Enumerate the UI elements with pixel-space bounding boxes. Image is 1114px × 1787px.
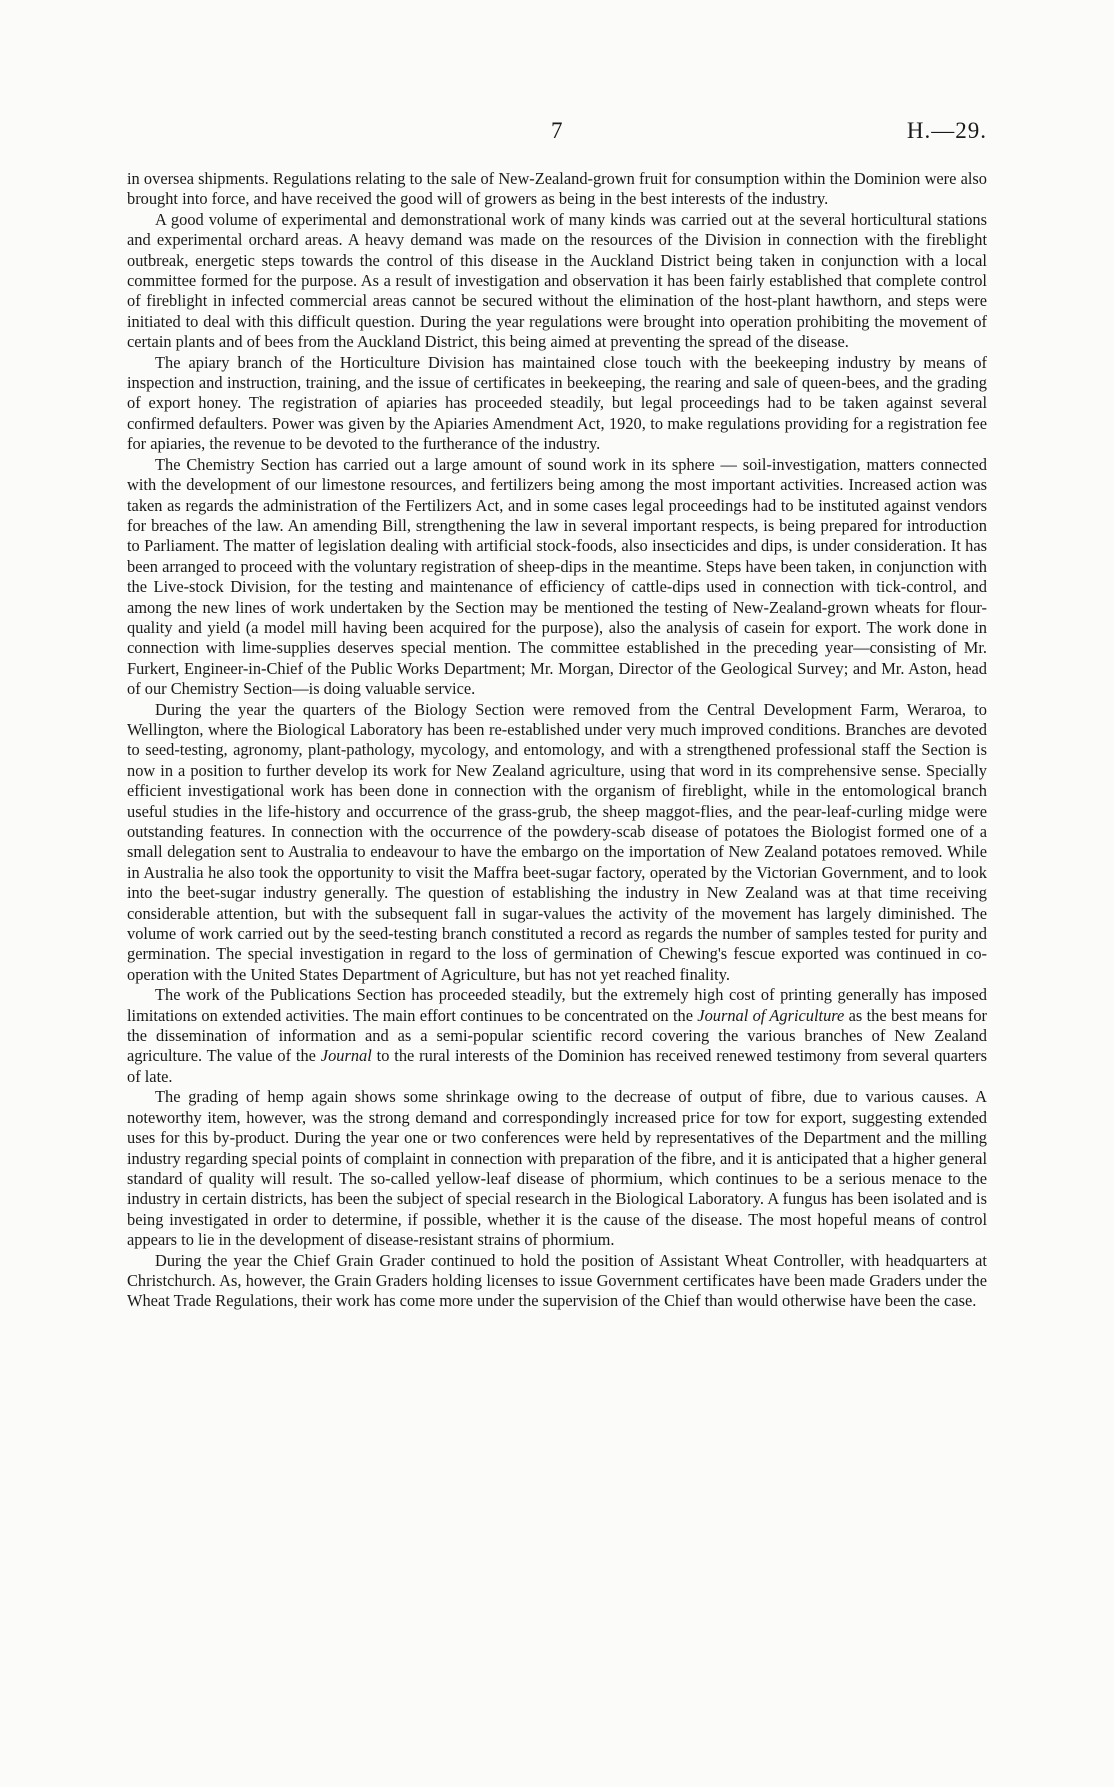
paragraph-hemp-grading: The grading of hemp again shows some shrinkage owing to the decrease of output of fibre, due to various causes. A noteworthy item, however, was the strong demand and correspondingly increased price for tow for export, suggesting extended uses for this by-product. During the year one or two conferences were held by representatives of the Department and the milling industry regarding special points of complaint in connection with preparation of the fibre, and it is anticipated that a higher general standard of quality will result. The so-called yellow-leaf disease of phormium, which continues to be a serious menace to the industry in certain districts, has been the subject of special research in the Biological Laboratory. A fungus has been isolated and is being investigated in order to determine, if possible, whether it is the cause of the disease. The most hopeful means of control appears to lie in the development of disease-resistant strains of phormium. (127, 1087, 987, 1250)
publications-text-2: as the best means for the dissemination of information and as a semi-popular scientific record covering the various branches of New Zealand agriculture. The value of the (127, 1005, 987, 1066)
paragraph-publications-section (127, 985, 987, 1087)
document-reference: H.—29. (906, 118, 987, 143)
paragraph-chemistry-section: The Chemistry Section has carried out a large amount of sound work in its sphere — soil-investigation, matters connected with the development of our limestone resources, and fertilizers being among the most important activities. Increased action was taken as regards the administration of the Fertilizers Act, and in some cases legal proceedings had to be instituted against vendors for breaches of the law. An amending Bill, strengthening the law in several important respects, is being prepared for introduction to Parliament. The matter of legislation dealing with artificial stock-foods, also insecticides and dips, is under consideration. It has been arranged to proceed with the voluntary registration of sheep-dips in the meantime. Steps have been taken, in conjunction with the Live-stock Division, for the testing and maintenance of efficiency of cattle-dips used in connection with tick-control, and among the new lines of work undertaken by the Section may be mentioned the testing of New-Zealand-grown wheats for flour-quality and yield (a model mill having been acquired for the purpose), also the analysis of casein for export. The work done in connection with lime-supplies deserves special mention. The committee established in the preceding year—consisting of Mr. Furkert, Engineer-in-Chief of the Public Works Department; Mr. Morgan, Director of the Geological Survey; and Mr. Aston, head of our Chemistry Section—is doing valuable service. (127, 454, 987, 699)
publications-text-3: to the rural interests of the Dominion has received renewed testimony from several quarters of late. (127, 1046, 988, 1086)
paragraph-experimental-work: A good volume of experimental and demonstrational work of many kinds was carried out at the several horticultural stations and experimental orchard areas. A heavy demand was made on the resources of the Division in connection with the fireblight outbreak, energetic steps towards the control of this disease in the Auckland District being taken in conjunction with a local committee formed for the purpose. As a result of investigation and observation it has been fairly established that complete control of fireblight in infected commercial areas cannot be secured without the elimination of the host-plant hawthorn, and steps were initiated to deal with this difficult question. During the year regulations were brought into operation prohibiting the movement of certain plants and of bees from the Auckland District, this being aimed at preventing the spread of the disease. (127, 209, 987, 352)
page-number: 7 (551, 118, 563, 143)
journal-title: Journal of Agriculture (697, 1005, 845, 1025)
paragraph-grain-grader: During the year the Chief Grain Grader continued to hold the position of Assistant Wheat Controller, with headquarters at Christchurch. As, however, the Grain Graders holding licenses to issue Government certificates have been made Graders under the Wheat Trade Regulations, their work has come more under the supervision of the Chief than would otherwise have been the case. (127, 1250, 987, 1311)
paragraph-biology-section: During the year the quarters of the Biology Section were removed from the Central Development Farm, Weraroa, to Wellington, where the Biological Laboratory has been re-established under very much improved conditions. Branches are devoted to seed-testing, agronomy, plant-pathology, mycology, and entomology, and with a strengthened professional staff the Section is now in a position to further develop its work for New Zealand agriculture, using that word in its comprehensive sense. Specially efficient investigational work has been done in connection with the organism of fireblight, while in the entomological branch useful studies in the life-history and occurrence of the grass-grub, the sheep maggot-flies, and the pear-leaf-curling midge were outstanding features. In connection with the occurrence of the powdery-scab disease of potatoes the Biologist formed one of a small delegation sent to Australia to endeavour to have the embargo on the importation of New Zealand potatoes removed. While in Australia he also took the opportunity to visit the Maffra beet-sugar factory, operated by the Victorian Government, and to look into the beet-sugar industry generally. The question of establishing the industry in New Zealand was at that time receiving considerable attention, but with the subsequent fall in sugar-values the activity of the movement has largely diminished. The volume of work carried out by the seed-testing branch constituted a record as regards the number of samples tested for purity and germination. The special investigation in regard to the loss of germination of Chewing's fescue exported was continued in co-operation with the United States Department of Agriculture, but has not yet reached finality. (127, 699, 987, 984)
journal-short-title: Journal (320, 1046, 372, 1066)
paragraph-apiary-branch: The apiary branch of the Horticulture Division has maintained close touch with the beekeeping industry by means of inspection and instruction, training, and the issue of certificates in beekeeping, the rearing and sale of queen-bees, and the grading of export honey. The registration of apiaries has proceeded steadily, but legal proceedings had to be taken against several confirmed defaulters. Power was given by the Apiaries Amendment Act, 1920, to make regulations providing for a registration fee for apiaries, the revenue to be devoted to the furtherance of the industry. (127, 352, 987, 454)
paragraph-oversea-shipments: in oversea shipments. Regulations relating to the sale of New-Zealand-grown fruit for consumption within the Dominion were also brought into force, and have received the good will of growers as being in the best interests of the industry. (127, 169, 987, 209)
publications-text-1: The work of the Publications Section has proceeded steadily, but the extremely high cost of printing generally has imposed limitations on extended activities. The main effort continues to be concentrated on the (127, 985, 987, 1025)
body-text (127, 169, 987, 1312)
